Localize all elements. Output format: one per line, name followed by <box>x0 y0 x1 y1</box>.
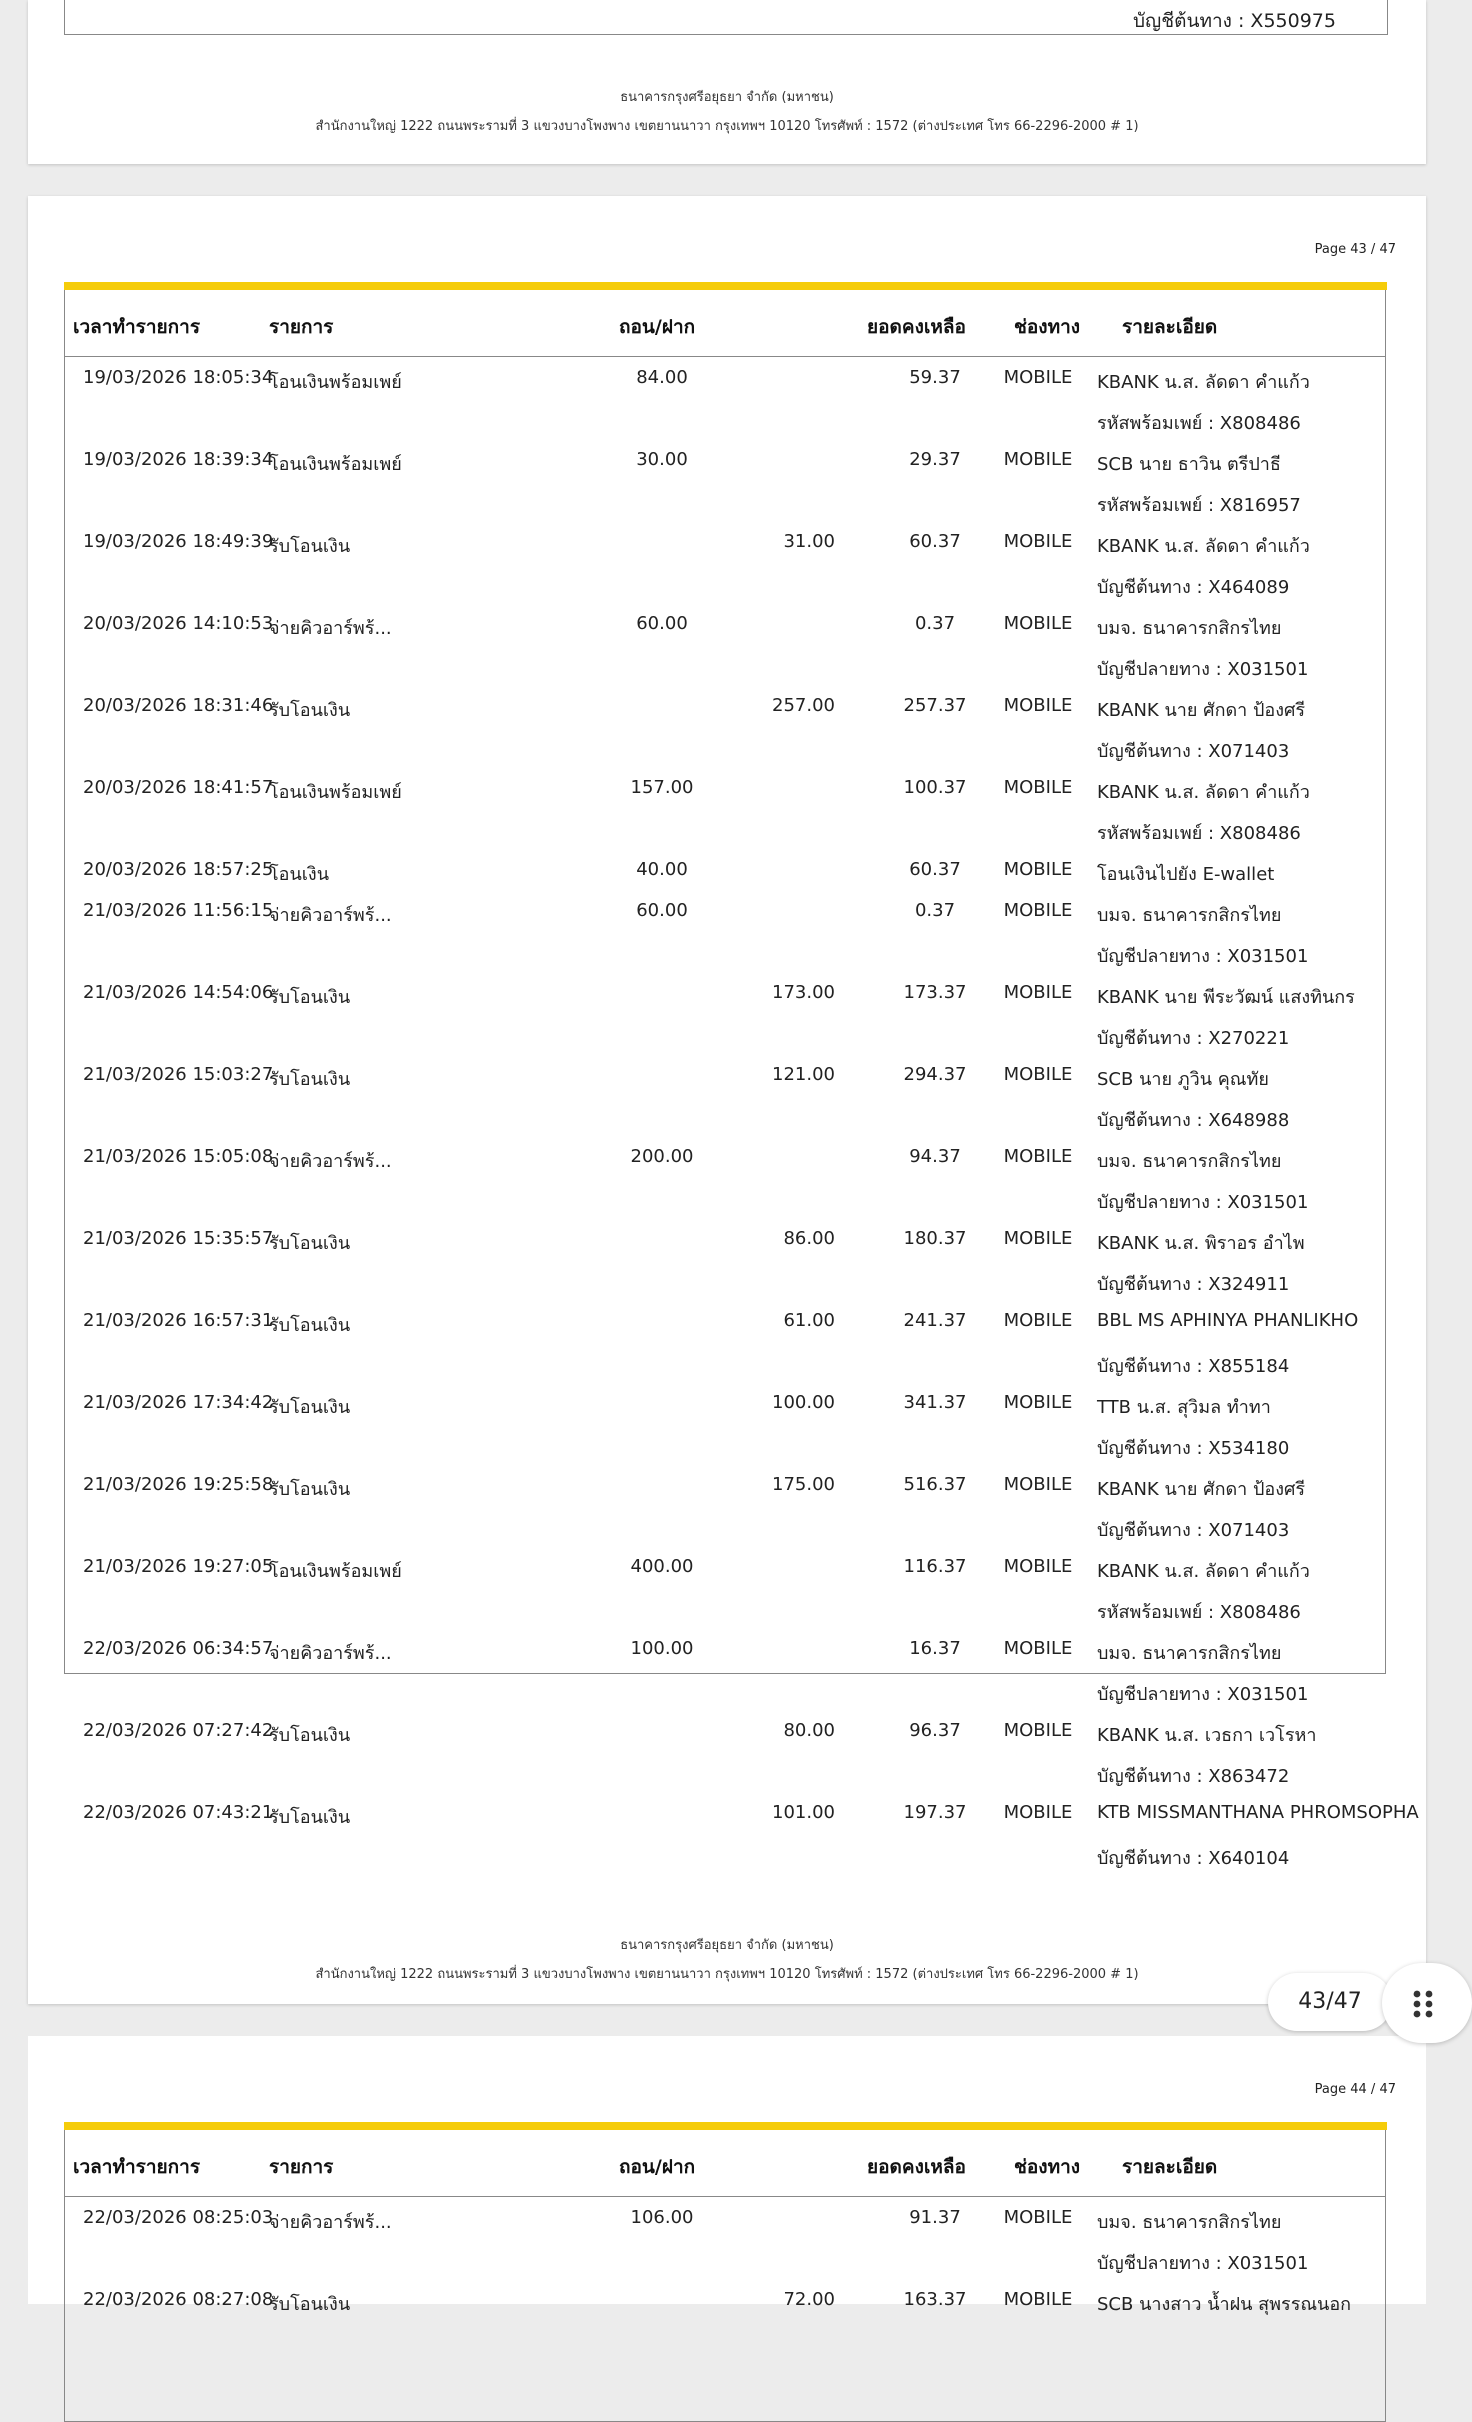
txn-detail-account: บัญชีต้นทาง : X648988 <box>1097 1110 1290 1131</box>
txn-detail-account: บัญชีปลายทาง : X031501 <box>1097 1684 1309 1705</box>
txn-detail: โอนเงินไปยัง E-wallet <box>1097 864 1275 885</box>
txn-balance: 180.37 <box>903 1228 967 1249</box>
table-row <box>65 890 1385 972</box>
txn-description: จ่ายคิวอาร์พร้... <box>269 905 392 926</box>
txn-deposit: 257.00 <box>772 695 835 716</box>
page-number-label: Page 44 / 47 <box>1314 2082 1396 2097</box>
col-channel-header: ช่องทาง <box>1014 2156 1081 2178</box>
txn-balance: 0.37 <box>914 900 956 921</box>
txn-channel: MOBILE <box>1003 859 1073 880</box>
txn-time: 21/03/2026 17:34:42 <box>83 1392 274 1413</box>
txn-time: 21/03/2026 15:03:27 <box>83 1064 274 1085</box>
txn-balance: 29.37 <box>909 449 961 470</box>
txn-withdraw: 40.00 <box>636 859 688 880</box>
txn-detail: บมจ. ธนาคารกสิกรไทย <box>1097 2212 1282 2233</box>
txn-channel: MOBILE <box>1003 1720 1073 1741</box>
grip-dots-icon <box>1412 1989 1442 2019</box>
txn-time: 21/03/2026 11:56:15 <box>83 900 274 921</box>
col-channel-header: ช่องทาง <box>1014 316 1081 338</box>
txn-withdraw: 60.00 <box>636 613 688 634</box>
txn-balance: 60.37 <box>909 531 961 552</box>
txn-channel: MOBILE <box>1003 1474 1073 1495</box>
txn-description: รับโอนเงิน <box>269 1397 351 1418</box>
txn-detail-account: รหัสพร้อมเพย์ : X808486 <box>1097 1602 1301 1623</box>
txn-detail-account: รหัสพร้อมเพย์ : X808486 <box>1097 413 1301 434</box>
txn-time: 22/03/2026 08:27:08 <box>83 2289 274 2310</box>
txn-detail-account: บัญชีปลายทาง : X031501 <box>1097 946 1309 967</box>
page-navigator-handle[interactable] <box>1382 1963 1472 2043</box>
txn-detail: KBANK นาย ศักดา ป้องศรี <box>1097 1479 1306 1500</box>
table-body <box>65 2197 1385 2320</box>
txn-balance: 294.37 <box>903 1064 967 1085</box>
txn-time: 21/03/2026 16:57:31 <box>83 1310 274 1331</box>
txn-description: รับโอนเงิน <box>269 1069 351 1090</box>
txn-withdraw: 200.00 <box>630 1146 694 1167</box>
table-row <box>65 1628 1385 1710</box>
txn-detail-account: บัญชีปลายทาง : X031501 <box>1097 2253 1309 2274</box>
page-indicator[interactable]: 43/47 <box>1268 1973 1392 2031</box>
txn-description: รับโอนเงิน <box>269 536 351 557</box>
transaction-table <box>64 2122 1386 2422</box>
txn-description: รับโอนเงิน <box>269 987 351 1008</box>
txn-detail-account: บัญชีปลายทาง : X031501 <box>1097 1192 1309 1213</box>
txn-time: 21/03/2026 14:54:06 <box>83 982 274 1003</box>
txn-withdraw: 84.00 <box>636 367 688 388</box>
txn-time: 22/03/2026 06:34:57 <box>83 1638 274 1659</box>
txn-balance: 163.37 <box>903 2289 967 2310</box>
txn-channel: MOBILE <box>1003 1802 1073 1823</box>
txn-description: รับโอนเงิน <box>269 1807 351 1828</box>
txn-balance: 173.37 <box>903 982 967 1003</box>
txn-channel: MOBILE <box>1003 1310 1073 1331</box>
col-detail-header: รายละเอียด <box>1122 2156 1218 2178</box>
txn-detail: KBANK น.ส. พิราอร อำไพ <box>1097 1233 1305 1254</box>
txn-detail: SCB นาย ภูวิน คุณทัย <box>1097 1069 1269 1090</box>
txn-channel: MOBILE <box>1003 982 1073 1003</box>
txn-balance: 197.37 <box>903 1802 967 1823</box>
txn-channel: MOBILE <box>1003 1064 1073 1085</box>
txn-channel: MOBILE <box>1003 367 1073 388</box>
txn-detail: บมจ. ธนาคารกสิกรไทย <box>1097 618 1282 639</box>
col-desc-header: รายการ <box>269 2156 334 2178</box>
txn-channel: MOBILE <box>1003 449 1073 470</box>
txn-time: 19/03/2026 18:05:34 <box>83 367 274 388</box>
txn-detail-account: บัญชีต้นทาง : X534180 <box>1097 1438 1290 1459</box>
col-balance-header: ยอดคงเหลือ <box>867 2156 966 2178</box>
txn-detail: KBANK น.ส. ลัดดา คำแก้ว <box>1097 536 1310 557</box>
table-body <box>65 357 1419 1874</box>
txn-detail-account: บัญชีต้นทาง : X324911 <box>1097 1274 1290 1295</box>
col-detail-header: รายละเอียด <box>1122 316 1218 338</box>
txn-balance: 96.37 <box>909 1720 961 1741</box>
table-row <box>65 972 1385 1054</box>
txn-channel: MOBILE <box>1003 1556 1073 1577</box>
txn-detail: KBANK นาย ศักดา ป้องศรี <box>1097 700 1306 721</box>
txn-withdraw: 106.00 <box>630 2207 694 2228</box>
txn-balance: 241.37 <box>903 1310 967 1331</box>
footer-bank-name: ธนาคารกรุงศรีอยุธยา จำกัด (มหาชน) <box>620 1938 834 1953</box>
table-row <box>65 1054 1385 1136</box>
txn-description: รับโอนเงิน <box>269 1315 351 1336</box>
table-row <box>65 1464 1385 1546</box>
txn-balance: 516.37 <box>903 1474 967 1495</box>
txn-detail-account: บัญชีต้นทาง : X464089 <box>1097 577 1290 598</box>
txn-channel: MOBILE <box>1003 1638 1073 1659</box>
txn-withdraw: 157.00 <box>630 777 694 798</box>
table-row <box>65 1792 1419 1874</box>
txn-detail-account: รหัสพร้อมเพย์ : X816957 <box>1097 495 1301 516</box>
txn-description: โอนเงินพร้อมเพย์ <box>269 782 402 803</box>
transaction-table <box>64 282 1419 1869</box>
txn-description: รับโอนเงิน <box>269 1725 351 1746</box>
txn-detail: บมจ. ธนาคารกสิกรไทย <box>1097 1151 1282 1172</box>
txn-time: 21/03/2026 19:25:58 <box>83 1474 274 1495</box>
footer-bank-address: สำนักงานใหญ่ 1222 ถนนพระรามที่ 3 แขวงบางโพงพาง เขตยานนาวา กรุงเทพฯ 10120 โทรศัพท์ : 1572 (ต่างประเทศ โทร 66-2296-2000 # 1) <box>315 1967 1139 1982</box>
txn-withdraw: 30.00 <box>636 449 688 470</box>
txn-time: 22/03/2026 08:25:03 <box>83 2207 274 2228</box>
txn-detail: SCB นาย ธาวิน ตรีปาธี <box>1097 454 1281 475</box>
txn-balance: 116.37 <box>903 1556 967 1577</box>
table-row <box>65 685 1385 767</box>
txn-channel: MOBILE <box>1003 613 1073 634</box>
table-row <box>65 603 1385 685</box>
txn-detail: KBANK น.ส. ลัดดา คำแก้ว <box>1097 1561 1310 1582</box>
txn-description: รับโอนเงิน <box>269 1479 351 1500</box>
table-row <box>65 1710 1385 1792</box>
txn-time: 19/03/2026 18:49:39 <box>83 531 274 552</box>
txn-deposit: 101.00 <box>772 1802 835 1823</box>
txn-detail: KBANK น.ส. ลัดดา คำแก้ว <box>1097 782 1310 803</box>
table-row <box>65 2197 1385 2279</box>
txn-balance: 341.37 <box>903 1392 967 1413</box>
txn-detail: KBANK น.ส. เวธกา เวโรหา <box>1097 1725 1317 1746</box>
footer-bank-address: สำนักงานใหญ่ 1222 ถนนพระรามที่ 3 แขวงบางโพงพาง เขตยานนาวา กรุงเทพฯ 10120 โทรศัพท์ : 1572 (ต่างประเทศ โทร 66-2296-2000 # 1) <box>315 119 1139 134</box>
txn-detail: บมจ. ธนาคารกสิกรไทย <box>1097 905 1282 926</box>
txn-deposit: 100.00 <box>772 1392 835 1413</box>
table-row <box>65 521 1385 603</box>
txn-detail: SCB นางสาว น้ำฝน สุพรรณนอก <box>1097 2294 1352 2315</box>
txn-deposit: 175.00 <box>772 1474 835 1495</box>
txn-channel: MOBILE <box>1003 531 1073 552</box>
txn-detail: KTB MISSMANTHANA PHROMSOPHA <box>1097 1802 1419 1823</box>
txn-detail-account: บัญชีต้นทาง : X071403 <box>1097 741 1290 762</box>
table-row <box>65 1136 1385 1218</box>
txn-description: โอนเงินพร้อมเพย์ <box>269 372 402 393</box>
col-amount-header: ถอน/ฝาก <box>619 316 696 338</box>
txn-deposit: 173.00 <box>772 982 835 1003</box>
txn-description: จ่ายคิวอาร์พร้... <box>269 618 392 639</box>
table-row <box>65 439 1385 521</box>
txn-channel: MOBILE <box>1003 2289 1073 2310</box>
col-amount-header: ถอน/ฝาก <box>619 2156 696 2178</box>
txn-description: รับโอนเงิน <box>269 2294 351 2315</box>
table-frame-tail <box>64 0 1388 35</box>
table-row <box>65 767 1385 849</box>
table-header <box>65 290 1385 357</box>
txn-time: 20/03/2026 18:31:46 <box>83 695 274 716</box>
txn-time: 20/03/2026 18:57:25 <box>83 859 274 880</box>
statement-page-44 <box>28 2036 1426 2315</box>
txn-detail-account: บัญชีต้นทาง : X640104 <box>1097 1848 1290 1869</box>
txn-channel: MOBILE <box>1003 777 1073 798</box>
col-desc-header: รายการ <box>269 316 334 338</box>
col-time-header: เวลาทำรายการ <box>73 2156 201 2178</box>
txn-time: 19/03/2026 18:39:34 <box>83 449 274 470</box>
txn-channel: MOBILE <box>1003 695 1073 716</box>
txn-balance: 16.37 <box>909 1638 961 1659</box>
txn-deposit: 31.00 <box>783 531 835 552</box>
txn-description: จ่ายคิวอาร์พร้... <box>269 2212 392 2233</box>
txn-time: 21/03/2026 15:05:08 <box>83 1146 274 1167</box>
txn-time: 20/03/2026 18:41:57 <box>83 777 274 798</box>
txn-detail-account: บัญชีปลายทาง : X031501 <box>1097 659 1309 680</box>
txn-balance: 91.37 <box>909 2207 961 2228</box>
txn-detail: TTB น.ส. สุวิมล ทำทา <box>1097 1397 1271 1418</box>
table-header <box>65 2130 1385 2197</box>
txn-withdraw: 100.00 <box>630 1638 694 1659</box>
txn-balance: 0.37 <box>914 613 956 634</box>
txn-detail-account: รหัสพร้อมเพย์ : X808486 <box>1097 823 1301 844</box>
txn-detail-account: บัญชีต้นทาง : X270221 <box>1097 1028 1290 1049</box>
footer-bank-name: ธนาคารกรุงศรีอยุธยา จำกัด (มหาชน) <box>620 90 834 105</box>
header-accent-bar <box>64 2122 1387 2130</box>
txn-detail: KBANK น.ส. ลัดดา คำแก้ว <box>1097 372 1310 393</box>
table-row <box>65 1300 1385 1382</box>
txn-detail: บมจ. ธนาคารกสิกรไทย <box>1097 1643 1282 1664</box>
statement-page-42 <box>28 0 1426 164</box>
txn-channel: MOBILE <box>1003 2207 1073 2228</box>
txn-description: รับโอนเงิน <box>269 700 351 721</box>
txn-channel: MOBILE <box>1003 900 1073 921</box>
txn-detail-account: บัญชีต้นทาง : X863472 <box>1097 1766 1290 1787</box>
txn-time: 20/03/2026 14:10:53 <box>83 613 274 634</box>
txn-time: 22/03/2026 07:27:42 <box>83 1720 274 1741</box>
txn-time: 21/03/2026 19:27:05 <box>83 1556 274 1577</box>
prev-page-detail: บัญชีต้นทาง : X550975 <box>1133 10 1336 32</box>
table-row <box>65 1218 1385 1300</box>
txn-detail-account: บัญชีต้นทาง : X071403 <box>1097 1520 1290 1541</box>
txn-deposit: 121.00 <box>772 1064 835 1085</box>
col-time-header: เวลาทำรายการ <box>73 316 201 338</box>
txn-balance: 100.37 <box>903 777 967 798</box>
txn-deposit: 80.00 <box>783 1720 835 1741</box>
txn-description: จ่ายคิวอาร์พร้... <box>269 1643 392 1664</box>
txn-description: จ่ายคิวอาร์พร้... <box>269 1151 392 1172</box>
txn-time: 21/03/2026 15:35:57 <box>83 1228 274 1249</box>
col-balance-header: ยอดคงเหลือ <box>867 316 966 338</box>
txn-time: 22/03/2026 07:43:21 <box>83 1802 274 1823</box>
header-accent-bar <box>64 282 1387 290</box>
txn-deposit: 72.00 <box>783 2289 835 2310</box>
txn-channel: MOBILE <box>1003 1392 1073 1413</box>
txn-detail: BBL MS APHINYA PHANLIKHO <box>1097 1310 1359 1331</box>
txn-balance: 60.37 <box>909 859 961 880</box>
txn-detail: KBANK นาย พีระวัฒน์ แสงทินกร <box>1097 987 1355 1008</box>
txn-deposit: 86.00 <box>783 1228 835 1249</box>
txn-balance: 94.37 <box>909 1146 961 1167</box>
page-footer <box>28 86 1426 136</box>
txn-deposit: 61.00 <box>783 1310 835 1331</box>
table-row <box>65 1546 1385 1628</box>
txn-withdraw: 60.00 <box>636 900 688 921</box>
page-footer <box>28 1934 1426 1984</box>
txn-channel: MOBILE <box>1003 1146 1073 1167</box>
table-row <box>65 1382 1385 1464</box>
table-row <box>65 849 1385 890</box>
txn-balance: 257.37 <box>903 695 967 716</box>
txn-description: โอนเงินพร้อมเพย์ <box>269 1561 402 1582</box>
txn-description: โอนเงิน <box>269 864 330 885</box>
table-row <box>65 357 1385 439</box>
txn-description: โอนเงินพร้อมเพย์ <box>269 454 402 475</box>
page-number-label: Page 43 / 47 <box>1314 242 1396 257</box>
txn-detail-account: บัญชีต้นทาง : X855184 <box>1097 1356 1290 1377</box>
statement-page-43 <box>28 196 1426 2004</box>
txn-withdraw: 400.00 <box>630 1556 694 1577</box>
txn-description: รับโอนเงิน <box>269 1233 351 1254</box>
table-row <box>65 2279 1385 2320</box>
txn-balance: 59.37 <box>909 367 961 388</box>
txn-channel: MOBILE <box>1003 1228 1073 1249</box>
